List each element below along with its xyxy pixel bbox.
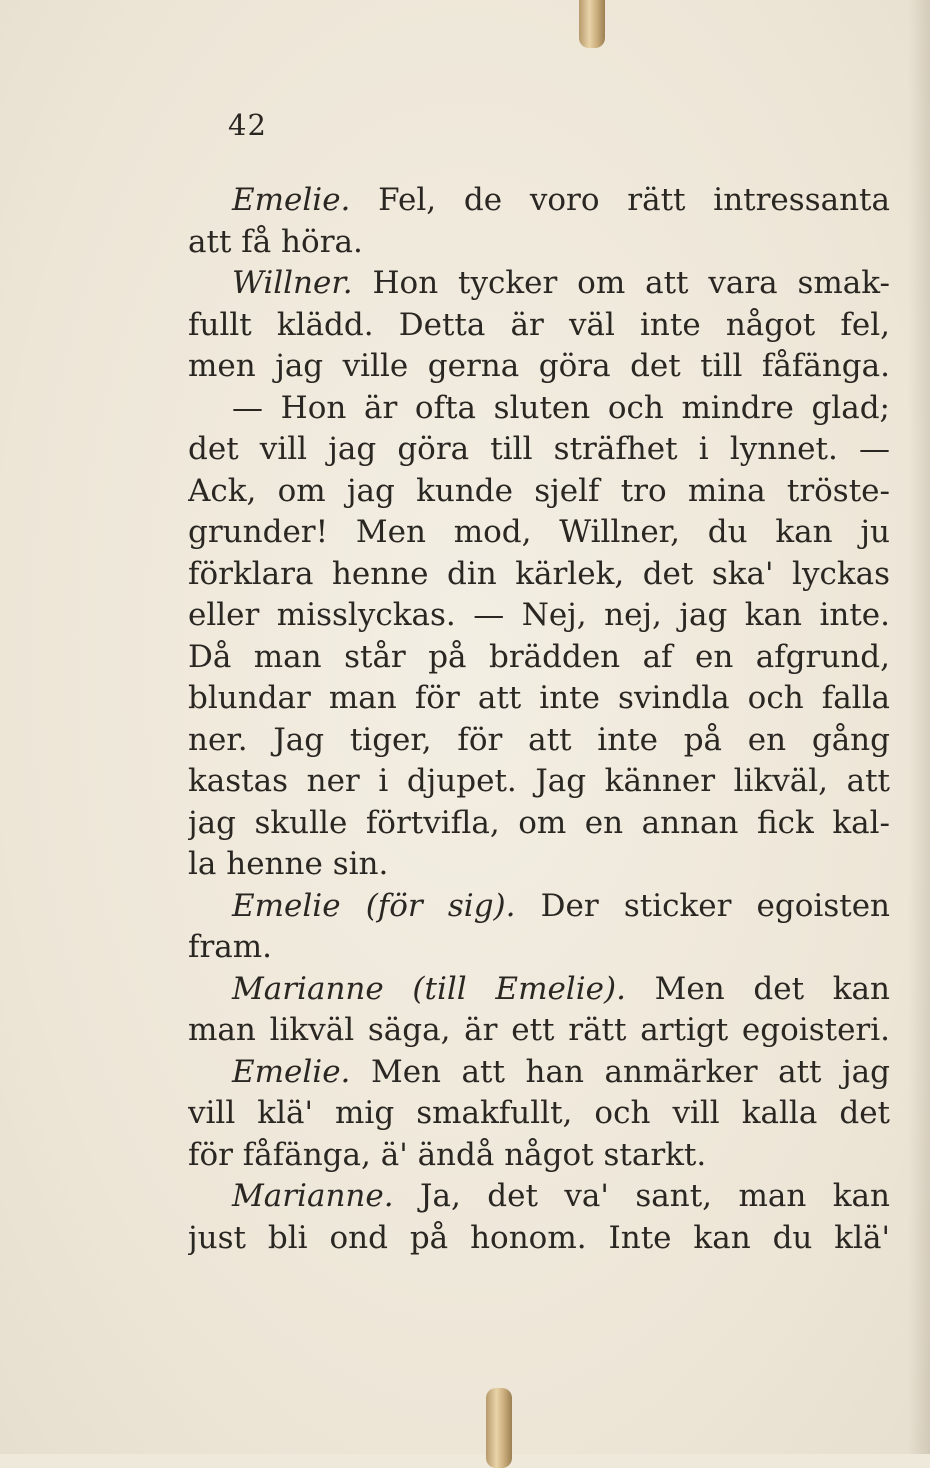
page-edge-shadow: [908, 0, 930, 1454]
page-number: 42: [228, 108, 267, 142]
text-line: [188, 927, 890, 969]
text-line: [188, 554, 890, 596]
text-line: [188, 886, 890, 928]
line-text: det vill jag göra till sträfhet i lynnet. —: [188, 431, 890, 467]
text-line: [188, 222, 890, 264]
line-text: Hon tycker om att vara smak-: [352, 265, 890, 301]
text-line: [188, 429, 890, 471]
binding-thread-top: [579, 0, 605, 48]
text-line: [188, 595, 890, 637]
line-text: vill klä' mig smakfullt, och vill kalla det: [188, 1095, 890, 1131]
stage-direction: (för sig).: [340, 887, 516, 924]
binding-thread-bottom: [486, 1388, 512, 1468]
line-text: Då man står på brädden af en afgrund,: [188, 638, 890, 675]
line-text: jag skulle förtvifla, om en annan fick kal-: [188, 804, 890, 841]
line-text: Ja, det va' sant, man kan: [393, 1178, 890, 1214]
line-text: la henne sin.: [188, 846, 389, 882]
line-text: ner. Jag tiger, för att inte på en gång: [188, 721, 890, 758]
line-text: fram.: [188, 929, 273, 965]
line-text: man likväl säga, är ett rätt artigt egoisteri.: [188, 1012, 890, 1048]
line-text: förklara henne din kärlek, det ska' lyckas: [188, 555, 890, 592]
line-text: Ack, om jag kunde sjelf tro mina tröste-: [188, 472, 890, 509]
text-line: [188, 388, 890, 430]
text-line: [188, 1218, 890, 1260]
text-line: [188, 346, 890, 388]
text-line: [188, 1052, 890, 1094]
body-text: [188, 180, 890, 1259]
line-text: fullt klädd. Detta är väl inte något fel,: [188, 306, 890, 343]
text-line: [188, 1093, 890, 1135]
line-text: Fel, de voro rätt intressanta: [350, 182, 890, 218]
text-line: [188, 844, 890, 886]
text-line: [188, 305, 890, 347]
text-line: [188, 969, 890, 1011]
line-text: blundar man för att inte svindla och falla: [188, 680, 890, 716]
speaker-name: Willner.: [232, 265, 353, 301]
text-line: [188, 803, 890, 845]
line-text: men jag ville gerna göra det till fåfänga.: [188, 348, 890, 384]
speaker-name: Marianne.: [232, 1178, 394, 1214]
line-text: att få höra.: [188, 223, 363, 260]
speaker-name: Emelie: [232, 887, 341, 924]
text-line: [188, 720, 890, 762]
text-line: [188, 180, 890, 222]
line-text: Men det kan: [625, 970, 890, 1007]
text-line: [188, 1010, 890, 1052]
line-text: just bli ond på honom. Inte kan du klä': [188, 1219, 890, 1256]
text-line: [188, 1135, 890, 1177]
line-text: kastas ner i djupet. Jag känner likväl, att: [188, 763, 890, 799]
speaker-name: Emelie.: [232, 182, 351, 218]
text-line: [188, 678, 890, 720]
text-line: [188, 471, 890, 513]
text-line: [188, 1176, 890, 1218]
text-line: [188, 637, 890, 679]
speaker-name: Marianne: [232, 970, 384, 1007]
text-line: [188, 761, 890, 803]
line-text: grunder! Men mod, Willner, du kan ju: [188, 514, 890, 550]
line-text: eller misslyckas. — Nej, nej, jag kan inte.: [188, 597, 890, 633]
line-text: — Hon är ofta sluten och mindre glad;: [232, 389, 890, 426]
line-text: Men att han anmärker att jag: [350, 1053, 890, 1090]
text-line: [188, 512, 890, 554]
text-line: [188, 263, 890, 305]
stage-direction: (till Emelie).: [383, 970, 626, 1007]
line-text: för fåfänga, ä' ändå något starkt.: [188, 1136, 707, 1173]
line-text: Der sticker egoisten: [515, 887, 890, 924]
speaker-name: Emelie.: [232, 1053, 351, 1090]
